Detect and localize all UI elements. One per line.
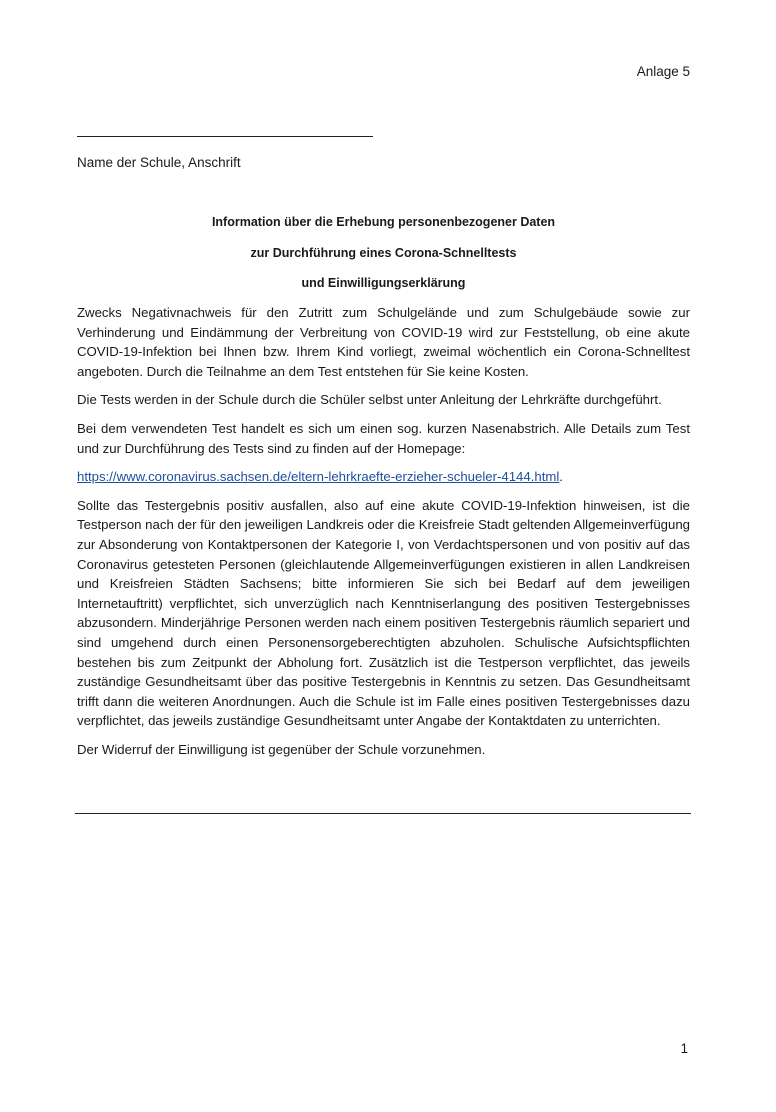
paragraph-purpose: Zwecks Negativnachweis für den Zutritt zum Schulgelände und zum Schulgebäude sowie zur Verhinderung und Eindämmung der Verbreitung von COVID-19 wird zur Feststellung, ob eine akute COVID-19-Infektion bei Ihnen bzw. Ihrem Kind vorliegt, zweimal wöchentlich ein Corona-Schnelltest angeboten. Durch die Teilnahme an dem Test entstehen für Sie keine Kosten.	[77, 305, 690, 379]
school-signature-line	[77, 136, 373, 137]
page-number: 1	[680, 1041, 688, 1056]
document-body	[77, 303, 690, 768]
link-suffix: .	[559, 469, 563, 485]
document-title-line-2: zur Durchführung eines Corona-Schnelltests	[250, 246, 517, 260]
paragraph-test-procedure: Die Tests werden in der Schule durch die Schüler selbst unter Anleitung der Lehrkräfte durchgeführt.	[77, 392, 662, 408]
school-name-label: Name der Schule, Anschrift	[77, 155, 241, 170]
paragraph-test-details: Bei dem verwendeten Test handelt es sich um einen sog. kurzen Nasenabstrich. Alle Details zum Test und zur Durchführung des Tests sind zu finden auf der Homepage:	[77, 420, 690, 456]
homepage-link[interactable]: https://www.coronavirus.sachsen.de/eltern-lehrkraefte-erzieher-schueler-4144.html	[77, 469, 560, 485]
document-title-line-1: Information über die Erhebung personenbezogener Daten	[211, 215, 556, 229]
section-divider	[75, 813, 691, 814]
paragraph-homepage-link	[77, 467, 690, 487]
annex-label: Anlage 5	[636, 64, 690, 79]
paragraph-positive-result: Sollte das Testergebnis positiv ausfallen, also auf eine akute COVID-19-Infektion hinweisen, ist die Testperson nach der für den jeweiligen Landkreis oder die Kreisfreie Stadt geltenden Allgemeinverfügung zur Absonderung von Kontaktpersonen der Kategorie I, von Verdachtspersonen und von positiv auf das Coronavirus getesteten Personen (gleichlautende Allgemeinverfügungen existieren in allen Landkreisen und Kreisfreien Städten Sachsens; bitte informieren Sie sich bei Bedarf auf dem jeweiligen Internetauftritt) verpflichtet, sich unverzüglich nach Kenntniserlangung des positiven Testergebnisses abzusondern. Minderjährige Personen werden nach einem positiven Testergebnis räumlich separiert und sind umgehend durch einen Personensorgeberechtigten abzuholen. Schulische Aufsichtspflichten bestehen bis zum Zeitpunkt der Abholung fort. Zusätzlich ist die Testperson verpflichtet, das jeweils zuständige Gesundheitsamt über das positive Testergebnis in Kenntnis zu setzen. Das Gesundheitsamt trifft dann die weiteren Anordnungen. Auch die Schule ist im Falle eines positiven Testergebnisses dazu verpflichtet, das jeweils zuständige Gesundheitsamt unter Angabe der Kontaktdaten zu unterrichten.	[77, 497, 690, 729]
document-title-line-3: und Einwilligungserklärung	[301, 276, 466, 290]
paragraph-revocation: Der Widerruf der Einwilligung ist gegenüber der Schule vorzunehmen.	[77, 741, 486, 757]
